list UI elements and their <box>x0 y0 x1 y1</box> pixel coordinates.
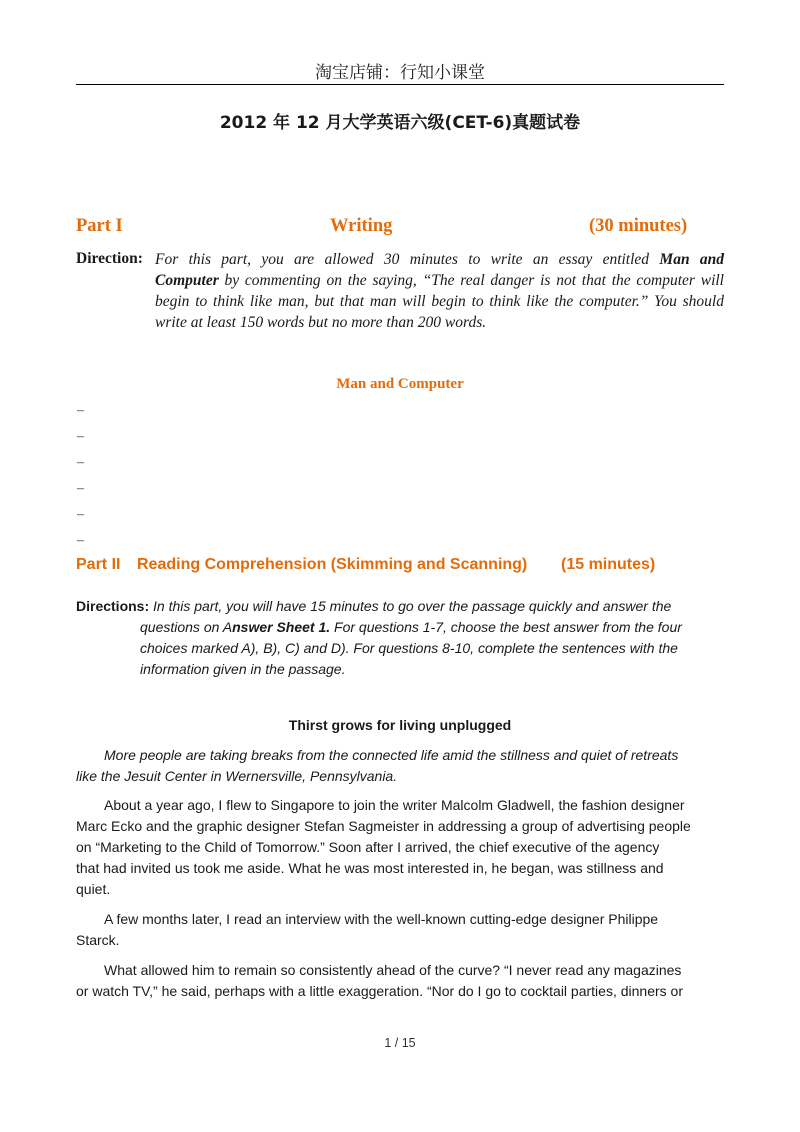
part2-section-name: Reading Comprehension (Skimming and Scanning) <box>137 556 528 573</box>
article-title: Thirst grows for living unplugged <box>288 717 512 733</box>
writing-line: – <box>77 429 84 444</box>
direction-label: Direction: <box>76 250 143 267</box>
article-paragraph: A few months later, I read an interview with the well-known cutting-edge designer Philippe Starck. <box>76 911 659 948</box>
part2-time: (15 minutes) <box>561 556 656 573</box>
article-paragraph: More people are taking breaks from the connected life amid the stillness and quiet of retreats like the Jesuit Center in Wernersville, Pennsylvania. <box>76 747 679 784</box>
document-title: 2012 年 12 月大学英语六级(CET-6)真题试卷 <box>219 113 581 133</box>
part1-section-name: Writing <box>330 216 393 236</box>
writing-line: – <box>77 481 84 496</box>
direction-text: For this part, you are allowed 30 minutes to write an essay entitled Man and Computer by commenting on the saying, “The real danger is not that the computer will begin to think like man, but that man will begin to think like the computer.” You should write at least 150 words but no more than 200 words. <box>155 251 725 331</box>
part1-label: Part I <box>76 216 123 236</box>
article-paragraph: What allowed him to remain so consistently ahead of the curve? “I never read any magazines or watch TV,” he said, perhaps with a little exaggeration. “Nor do I go to cocktail parties, dinners or <box>76 962 683 999</box>
part1-time: (30 minutes) <box>589 216 688 236</box>
page-number: 1 / 15 <box>384 1036 416 1050</box>
directions-label: Directions: <box>76 598 150 614</box>
header-rule <box>76 84 724 85</box>
writing-line: – <box>77 403 84 418</box>
writing-line: – <box>77 507 84 522</box>
part2-label: Part II <box>76 556 121 573</box>
writing-line: – <box>77 533 84 548</box>
writing-line: – <box>77 455 84 470</box>
essay-title: Man and Computer <box>336 376 464 392</box>
directions-text: Directions: In this part, you will have 15 minutes to go over the passage quickly and answer the questions on Answer Sheet 1. For questions 1-7, choose the best answer from the four choices marked A), B), C) and D). For questions 8-10, complete the sentences with the information given in the passage. <box>76 598 682 677</box>
article-paragraph: About a year ago, I flew to Singapore to join the writer Malcolm Gladwell, the fashion designer Marc Ecko and the graphic designer Stefan Sagmeister in addressing a group of advertising people on “Marketing to the Child of Tomorrow.” Soon after I arrived, the chief executive of the agency that had invited us took me aside. What he was most interested in, he began, was stillness and quiet. <box>76 797 691 897</box>
page-header: 淘宝店铺：行知小课堂 <box>315 63 485 83</box>
